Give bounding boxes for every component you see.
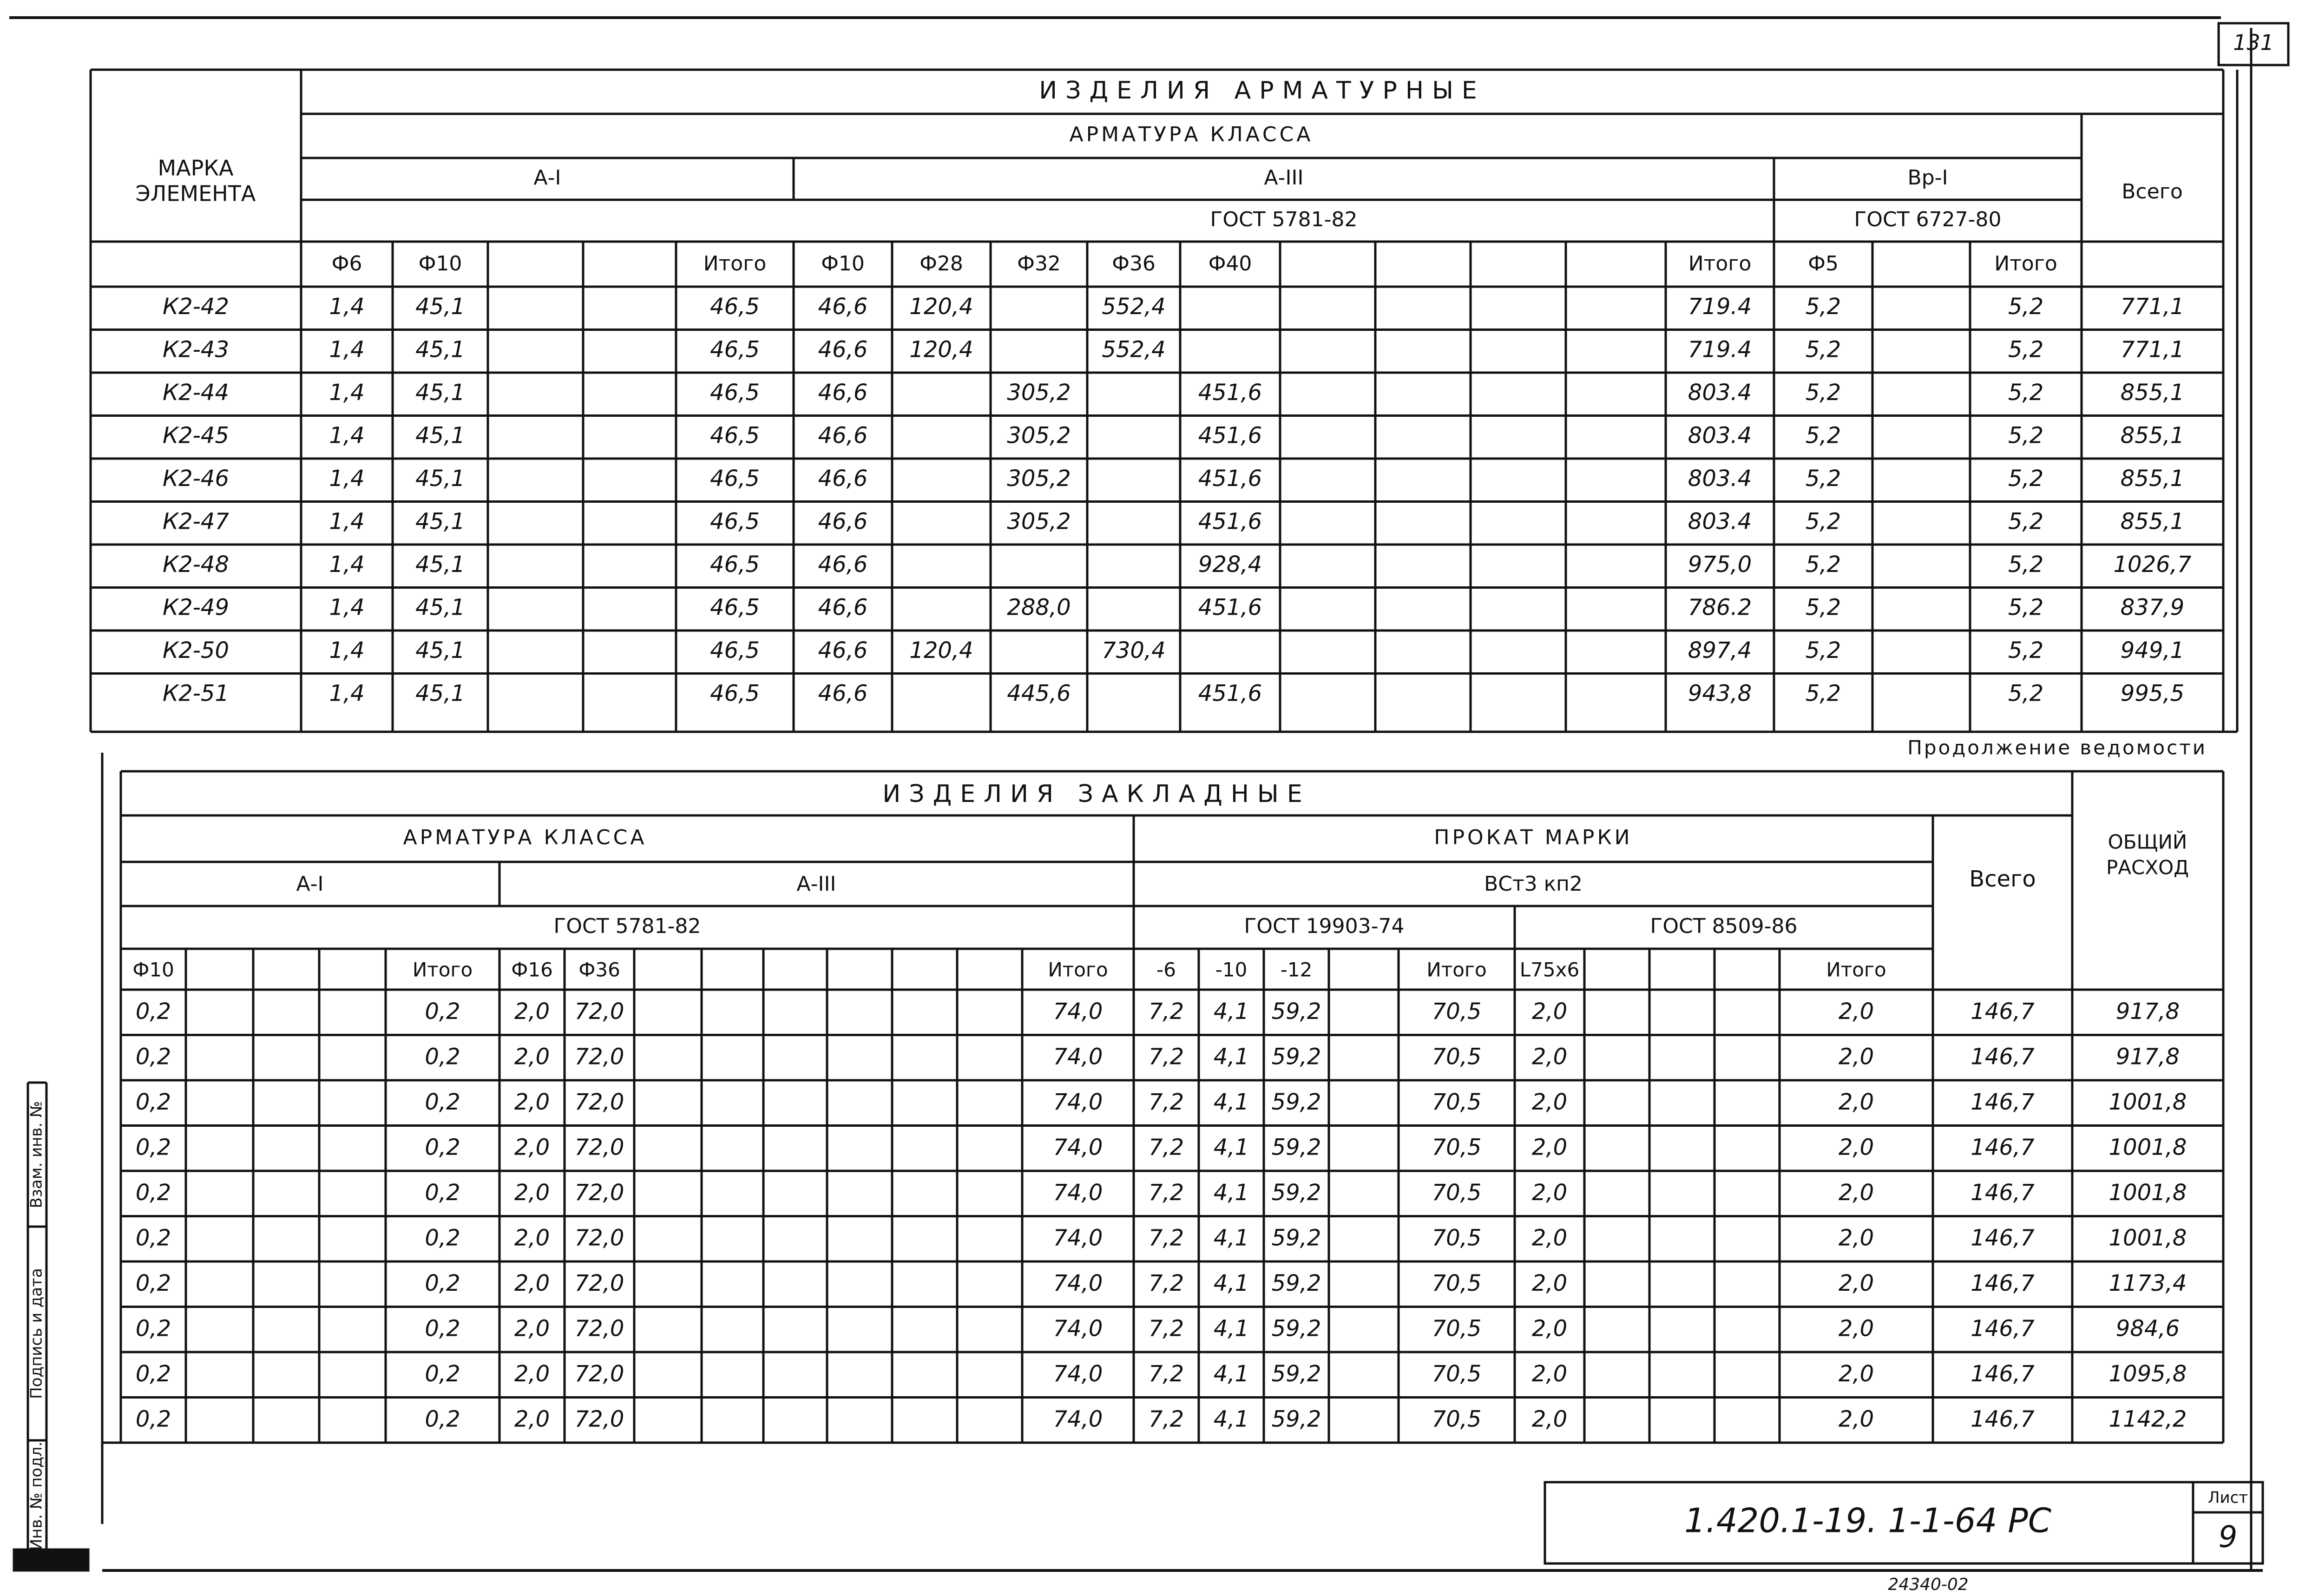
- top-row-cell: 46,5: [710, 294, 760, 320]
- top-row-cell: 5,2: [1805, 294, 1841, 320]
- top-col-header-0: Ф6: [331, 252, 362, 276]
- bottom-row-cell: 74,0: [1053, 1270, 1103, 1296]
- bottom-row-cell: 2,0: [1531, 1361, 1568, 1387]
- steel-grade: ВСт3 кп2: [1484, 872, 1583, 896]
- top-row-cell: 120,4: [909, 336, 973, 363]
- top-row-cell: 46,6: [818, 466, 868, 492]
- top-row-mark: К2-44: [162, 380, 230, 406]
- stamp-inv-podl: Инв. № подл.: [27, 1441, 46, 1551]
- top-row-cell: 5,2: [2008, 680, 2044, 707]
- top-row-cell: 1026,7: [2113, 552, 2192, 578]
- bottom-col-header-18: Итого: [1426, 958, 1487, 981]
- top-row-cell: 46,6: [818, 422, 868, 449]
- top-row-cell: 1,4: [329, 380, 365, 406]
- top-row-cell: 719.4: [1688, 294, 1752, 320]
- bottom-row-cell: 2,0: [514, 1225, 550, 1251]
- bottom-row-cell: 74,0: [1053, 1044, 1103, 1070]
- bottom-row-cell: 146,7: [1971, 1180, 2035, 1206]
- top-row-cell: 771,1: [2120, 294, 2185, 320]
- bottom-row-cell: 2,0: [1531, 1180, 1568, 1206]
- top-row-cell: 1,4: [329, 466, 365, 492]
- bottom-row-cell: 7,2: [1148, 1225, 1184, 1251]
- bottom-row-cell: 984,6: [2115, 1315, 2180, 1342]
- top-row-mark: К2-43: [162, 336, 230, 363]
- top-row-cell: 719.4: [1688, 336, 1752, 363]
- mark-header-line1: МАРКА: [158, 155, 234, 181]
- bottom-row-cell: 0,2: [425, 1270, 460, 1296]
- bottom-row-cell: 917,8: [2115, 998, 2180, 1025]
- top-row-mark: К2-47: [162, 508, 230, 535]
- bottom-row-cell: 1142,2: [2109, 1406, 2187, 1432]
- bottom-row-cell: 2,0: [1531, 1315, 1568, 1342]
- bottom-gost-a: ГОСТ 5781-82: [553, 914, 701, 938]
- bottom-col-header-19: L75x6: [1519, 958, 1580, 981]
- top-row-cell: 1,4: [329, 552, 365, 578]
- top-gost-a: ГОСТ 5781-82: [1210, 208, 1358, 231]
- bottom-row-cell: 72,0: [574, 998, 624, 1025]
- bottom-row-cell: 146,7: [1971, 1406, 2035, 1432]
- top-row-cell: 46,5: [710, 637, 760, 663]
- top-row-mark: К2-45: [162, 422, 230, 449]
- bottom-row-cell: 59,2: [1271, 1270, 1321, 1296]
- bottom-row-cell: 59,2: [1271, 1134, 1321, 1161]
- bottom-row-cell: 74,0: [1053, 1089, 1103, 1115]
- bottom-row-cell: 72,0: [574, 1180, 624, 1206]
- bottom-row-cell: 2,0: [514, 1270, 550, 1296]
- bottom-row-cell: 70,5: [1432, 1225, 1482, 1251]
- bottom-row-cell: 2,0: [514, 998, 550, 1025]
- bottom-row-cell: 74,0: [1053, 1225, 1103, 1251]
- top-row-cell: 451,6: [1198, 594, 1262, 621]
- top-row-cell: 46,6: [818, 380, 868, 406]
- top-row-cell: 305,2: [1007, 466, 1071, 492]
- bottom-row-cell: 2,0: [514, 1315, 550, 1342]
- bottom-row-cell: 70,5: [1432, 1270, 1482, 1296]
- bottom-row-cell: 70,5: [1432, 1361, 1482, 1387]
- top-row-cell: 46,6: [818, 637, 868, 663]
- bottom-row-cell: 0,2: [135, 1089, 171, 1115]
- top-row-cell: 445,6: [1007, 680, 1071, 707]
- top-row-cell: 5,2: [2008, 594, 2044, 621]
- top-row-cell: 45,1: [415, 508, 465, 535]
- bottom-row-cell: 1001,8: [2109, 1225, 2187, 1251]
- bottom-col-header-14: -6: [1156, 958, 1176, 981]
- top-row-cell: 1,4: [329, 294, 365, 320]
- bottom-row-cell: 59,2: [1271, 1225, 1321, 1251]
- top-row-cell: 1,4: [329, 422, 365, 449]
- bottom-row-cell: 2,0: [514, 1180, 550, 1206]
- top-row-cell: 451,6: [1198, 508, 1262, 535]
- bottom-row-cell: 1173,4: [2109, 1270, 2187, 1296]
- bottom-row-cell: 2,0: [1838, 1089, 1874, 1115]
- bottom-row-cell: 1001,8: [2109, 1180, 2187, 1206]
- top-table-title: ИЗДЕЛИЯ АРМАТУРНЫЕ: [1039, 77, 1485, 105]
- bottom-row-cell: 2,0: [1838, 1225, 1874, 1251]
- bottom-row-cell: 59,2: [1271, 1089, 1321, 1115]
- sheet-number: 9: [2218, 1520, 2238, 1555]
- bottom-row-cell: 2,0: [1838, 1180, 1874, 1206]
- top-row-cell: 1,4: [329, 508, 365, 535]
- bottom-row-cell: 74,0: [1053, 1361, 1103, 1387]
- top-row-cell: 46,6: [818, 336, 868, 363]
- top-row-cell: 46,6: [818, 594, 868, 621]
- top-row-cell: 1,4: [329, 637, 365, 663]
- top-row-cell: 995,5: [2120, 680, 2185, 707]
- gost-19903: ГОСТ 19903-74: [1244, 914, 1405, 938]
- top-row-cell: 5,2: [2008, 508, 2044, 535]
- footer-number: 24340-02: [1888, 1575, 1969, 1594]
- top-row-cell: 120,4: [909, 294, 973, 320]
- bottom-row-cell: 7,2: [1148, 1361, 1184, 1387]
- top-row-cell: 5,2: [1805, 594, 1841, 621]
- top-row-cell: 855,1: [2120, 380, 2185, 406]
- top-row-cell: 46,6: [818, 552, 868, 578]
- top-row-mark: К2-46: [162, 466, 230, 492]
- top-row-cell: 5,2: [2008, 422, 2044, 449]
- top-row-cell: 730,4: [1102, 637, 1166, 663]
- bottom-row-cell: 2,0: [1838, 1134, 1874, 1161]
- top-col-header-15: Ф5: [1808, 252, 1839, 276]
- top-row-cell: 803.4: [1688, 380, 1752, 406]
- bottom-row-cell: 74,0: [1053, 1406, 1103, 1432]
- gost-8509: ГОСТ 8509-86: [1650, 914, 1798, 938]
- bottom-row-cell: 0,2: [135, 1134, 171, 1161]
- top-gost-vr: ГОСТ 6727-80: [1854, 208, 2002, 231]
- bottom-row-cell: 72,0: [574, 1134, 624, 1161]
- bottom-row-cell: 74,0: [1053, 998, 1103, 1025]
- bottom-row-cell: 1001,8: [2109, 1134, 2187, 1161]
- top-row-cell: 5,2: [1805, 466, 1841, 492]
- top-row-cell: 5,2: [1805, 637, 1841, 663]
- stamp-vzam-inv: Взам. инв. №: [27, 1101, 46, 1208]
- bottom-row-cell: 70,5: [1432, 1315, 1482, 1342]
- bottom-row-cell: 4,1: [1213, 1270, 1249, 1296]
- bottom-row-cell: 2,0: [1531, 1089, 1568, 1115]
- top-total-header: Всего: [2122, 180, 2183, 204]
- bottom-row-cell: 0,2: [135, 1361, 171, 1387]
- top-row-cell: 305,2: [1007, 508, 1071, 535]
- bottom-row-cell: 70,5: [1432, 1406, 1482, 1432]
- bottom-row-cell: 2,0: [1531, 1225, 1568, 1251]
- bottom-group-a1: А-I: [296, 872, 324, 896]
- top-row-cell: 288,0: [1007, 594, 1071, 621]
- top-row-mark: К2-42: [162, 294, 230, 320]
- top-row-cell: 45,1: [415, 466, 465, 492]
- top-row-cell: 1,4: [329, 594, 365, 621]
- bottom-vsego-header: Всего: [1969, 866, 2036, 892]
- total-header-line2: РАСХОД: [2106, 856, 2189, 879]
- bottom-row-cell: 7,2: [1148, 1315, 1184, 1342]
- top-row-cell: 451,6: [1198, 680, 1262, 707]
- top-row-cell: 45,1: [415, 594, 465, 621]
- bottom-row-cell: 146,7: [1971, 1270, 2035, 1296]
- bottom-row-cell: 0,2: [425, 1315, 460, 1342]
- top-row-cell: 1,4: [329, 336, 365, 363]
- top-col-header-5: Ф10: [821, 252, 865, 276]
- top-row-cell: 928,4: [1198, 552, 1262, 578]
- bottom-row-cell: 72,0: [574, 1406, 624, 1432]
- top-row-cell: 46,6: [818, 294, 868, 320]
- bottom-row-cell: 72,0: [574, 1315, 624, 1342]
- bottom-row-cell: 0,2: [425, 1180, 460, 1206]
- bottom-row-cell: 0,2: [135, 1406, 171, 1432]
- top-row-cell: 45,1: [415, 422, 465, 449]
- bottom-row-cell: 59,2: [1271, 1406, 1321, 1432]
- bottom-group-a3: А-III: [796, 872, 836, 896]
- bottom-row-cell: 0,2: [425, 1089, 460, 1115]
- prokat-header: ПРОКАТ МАРКИ: [1434, 826, 1633, 849]
- top-col-header-1: Ф10: [418, 252, 462, 276]
- top-col-header-6: Ф28: [920, 252, 963, 276]
- bottom-row-cell: 0,2: [135, 998, 171, 1025]
- bottom-row-cell: 2,0: [1838, 1361, 1874, 1387]
- top-row-cell: 897,4: [1688, 637, 1752, 663]
- top-row-cell: 46,5: [710, 336, 760, 363]
- bottom-row-cell: 74,0: [1053, 1134, 1103, 1161]
- top-row-cell: 46,6: [818, 508, 868, 535]
- bottom-row-cell: 7,2: [1148, 1270, 1184, 1296]
- top-row-cell: 803.4: [1688, 466, 1752, 492]
- top-row-cell: 771,1: [2120, 336, 2185, 363]
- top-col-header-4: Итого: [703, 252, 767, 276]
- top-row-cell: 46,5: [710, 380, 760, 406]
- bottom-row-cell: 74,0: [1053, 1315, 1103, 1342]
- mark-header-line2: ЭЛЕМЕНТА: [135, 181, 256, 206]
- top-row-mark: К2-49: [162, 594, 230, 621]
- bottom-row-cell: 72,0: [574, 1044, 624, 1070]
- top-row-cell: 45,1: [415, 637, 465, 663]
- bottom-row-cell: 72,0: [574, 1089, 624, 1115]
- top-row-cell: 949,1: [2120, 637, 2185, 663]
- total-header-line1: ОБЩИЙ: [2108, 830, 2187, 854]
- top-row-cell: 46,5: [710, 508, 760, 535]
- top-row-cell: 5,2: [2008, 380, 2044, 406]
- bottom-row-cell: 0,2: [135, 1180, 171, 1206]
- bottom-row-cell: 2,0: [1531, 1406, 1568, 1432]
- bottom-row-cell: 0,2: [425, 1044, 460, 1070]
- top-row-cell: 46,5: [710, 594, 760, 621]
- top-row-cell: 45,1: [415, 680, 465, 707]
- top-row-cell: 975,0: [1688, 552, 1752, 578]
- bottom-row-cell: 146,7: [1971, 998, 2035, 1025]
- sheet-label: Лист: [2207, 1488, 2248, 1507]
- continuation-note: Продолжение ведомости: [1907, 736, 2207, 759]
- top-row-cell: 451,6: [1198, 466, 1262, 492]
- bottom-row-cell: 2,0: [514, 1406, 550, 1432]
- bottom-row-cell: 70,5: [1432, 998, 1482, 1025]
- top-row-cell: 46,5: [710, 422, 760, 449]
- top-row-cell: 786.2: [1688, 594, 1752, 621]
- bottom-row-cell: 4,1: [1213, 1089, 1249, 1115]
- top-row-cell: 451,6: [1198, 380, 1262, 406]
- bottom-row-cell: 4,1: [1213, 998, 1249, 1025]
- top-row-mark: К2-51: [162, 680, 230, 707]
- top-row-cell: 1,4: [329, 680, 365, 707]
- bottom-row-cell: 2,0: [1838, 1270, 1874, 1296]
- top-row-cell: 803.4: [1688, 508, 1752, 535]
- bottom-row-cell: 2,0: [514, 1134, 550, 1161]
- bottom-row-cell: 146,7: [1971, 1044, 2035, 1070]
- top-row-mark: К2-50: [162, 637, 230, 663]
- bottom-row-cell: 0,2: [135, 1225, 171, 1251]
- bottom-row-cell: 146,7: [1971, 1089, 2035, 1115]
- bottom-row-cell: 70,5: [1432, 1089, 1482, 1115]
- bottom-col-header-13: Итого: [1048, 958, 1108, 981]
- bottom-row-cell: 0,2: [425, 1361, 460, 1387]
- drawing-code: 1.420.1-19. 1-1-64 РС: [1684, 1501, 2051, 1540]
- bottom-row-cell: 72,0: [574, 1361, 624, 1387]
- bottom-row-cell: 2,0: [1531, 1044, 1568, 1070]
- bottom-row-cell: 72,0: [574, 1225, 624, 1251]
- bottom-row-cell: 4,1: [1213, 1225, 1249, 1251]
- drawing-text-layer: [27, 30, 2274, 1595]
- black-corner-block: [14, 1550, 88, 1570]
- bottom-row-cell: 0,2: [135, 1044, 171, 1070]
- bottom-row-cell: 1095,8: [2109, 1361, 2187, 1387]
- top-row-cell: 45,1: [415, 294, 465, 320]
- bottom-row-cell: 59,2: [1271, 998, 1321, 1025]
- bottom-row-cell: 72,0: [574, 1270, 624, 1296]
- bottom-row-cell: 0,2: [135, 1315, 171, 1342]
- top-col-header-14: Итого: [1688, 252, 1752, 276]
- top-row-cell: 45,1: [415, 336, 465, 363]
- bottom-col-header-4: Итого: [412, 958, 473, 981]
- stamp-signature-date: Подпись и дата: [27, 1268, 46, 1399]
- bottom-col-header-6: Ф36: [578, 958, 620, 981]
- top-group-a1: А-I: [533, 166, 561, 190]
- top-row-cell: 5,2: [2008, 637, 2044, 663]
- top-row-cell: 45,1: [415, 552, 465, 578]
- top-row-cell: 5,2: [2008, 336, 2044, 363]
- bottom-row-cell: 59,2: [1271, 1361, 1321, 1387]
- top-row-cell: 451,6: [1198, 422, 1262, 449]
- bottom-row-cell: 7,2: [1148, 1044, 1184, 1070]
- top-row-cell: 5,2: [1805, 336, 1841, 363]
- top-group-vr1: Вр-I: [1907, 166, 1948, 190]
- top-row-cell: 5,2: [2008, 294, 2044, 320]
- bottom-row-cell: 146,7: [1971, 1315, 2035, 1342]
- top-class-header: АРМАТУРА КЛАССА: [1069, 123, 1314, 146]
- bottom-row-cell: 917,8: [2115, 1044, 2180, 1070]
- top-col-header-7: Ф32: [1017, 252, 1061, 276]
- bottom-row-cell: 2,0: [1531, 998, 1568, 1025]
- top-row-cell: 5,2: [1805, 508, 1841, 535]
- bottom-row-cell: 2,0: [514, 1089, 550, 1115]
- bottom-col-header-5: Ф16: [511, 958, 553, 981]
- top-row-cell: 552,4: [1102, 336, 1166, 363]
- bottom-row-cell: 74,0: [1053, 1180, 1103, 1206]
- bottom-row-cell: 4,1: [1213, 1134, 1249, 1161]
- top-group-a3: А-III: [1264, 166, 1304, 190]
- top-col-header-8: Ф36: [1112, 252, 1156, 276]
- bottom-row-cell: 7,2: [1148, 1134, 1184, 1161]
- bottom-row-cell: 1001,8: [2109, 1089, 2187, 1115]
- bottom-row-cell: 4,1: [1213, 1406, 1249, 1432]
- top-row-cell: 305,2: [1007, 422, 1071, 449]
- top-row-cell: 46,5: [710, 466, 760, 492]
- top-row-cell: 855,1: [2120, 508, 2185, 535]
- top-row-cell: 803.4: [1688, 422, 1752, 449]
- bottom-row-cell: 7,2: [1148, 1089, 1184, 1115]
- bottom-row-cell: 59,2: [1271, 1044, 1321, 1070]
- bottom-row-cell: 70,5: [1432, 1134, 1482, 1161]
- top-row-cell: 5,2: [1805, 680, 1841, 707]
- bottom-col-header-15: -10: [1215, 958, 1248, 981]
- bottom-row-cell: 0,2: [135, 1270, 171, 1296]
- bottom-row-cell: 0,2: [425, 1406, 460, 1432]
- corner-number: 131: [2233, 30, 2274, 55]
- bottom-row-cell: 2,0: [1531, 1134, 1568, 1161]
- bottom-col-header-0: Ф10: [132, 958, 174, 981]
- top-row-cell: 305,2: [1007, 380, 1071, 406]
- top-row-cell: 837,9: [2120, 594, 2185, 621]
- top-row-cell: 552,4: [1102, 294, 1166, 320]
- top-row-cell: 46,5: [710, 680, 760, 707]
- bottom-row-cell: 2,0: [1531, 1270, 1568, 1296]
- bottom-row-cell: 4,1: [1213, 1180, 1249, 1206]
- bottom-row-cell: 59,2: [1271, 1180, 1321, 1206]
- bottom-row-cell: 2,0: [1838, 1315, 1874, 1342]
- bottom-row-cell: 4,1: [1213, 1315, 1249, 1342]
- bottom-class-header: АРМАТУРА КЛАССА: [403, 826, 647, 849]
- top-row-cell: 120,4: [909, 637, 973, 663]
- bottom-row-cell: 2,0: [1838, 1406, 1874, 1432]
- bottom-row-cell: 4,1: [1213, 1044, 1249, 1070]
- top-col-header-9: Ф40: [1208, 252, 1252, 276]
- top-row-cell: 855,1: [2120, 422, 2185, 449]
- bottom-row-cell: 59,2: [1271, 1315, 1321, 1342]
- bottom-row-cell: 2,0: [1838, 998, 1874, 1025]
- bottom-row-cell: 2,0: [514, 1044, 550, 1070]
- top-row-cell: 5,2: [1805, 380, 1841, 406]
- top-row-cell: 943,8: [1688, 680, 1752, 707]
- bottom-row-cell: 7,2: [1148, 1406, 1184, 1432]
- top-row-cell: 46,5: [710, 552, 760, 578]
- bottom-col-header-23: Итого: [1826, 958, 1886, 981]
- bottom-row-cell: 0,2: [425, 1225, 460, 1251]
- bottom-row-cell: 7,2: [1148, 1180, 1184, 1206]
- bottom-row-cell: 146,7: [1971, 1225, 2035, 1251]
- top-row-cell: 5,2: [2008, 466, 2044, 492]
- bottom-row-cell: 4,1: [1213, 1361, 1249, 1387]
- bottom-row-cell: 70,5: [1432, 1180, 1482, 1206]
- top-row-cell: 5,2: [2008, 552, 2044, 578]
- bottom-row-cell: 146,7: [1971, 1134, 2035, 1161]
- top-row-mark: К2-48: [162, 552, 230, 578]
- top-row-cell: 5,2: [1805, 422, 1841, 449]
- top-col-header-17: Итого: [1994, 252, 2057, 276]
- top-row-cell: 45,1: [415, 380, 465, 406]
- top-row-cell: 46,6: [818, 680, 868, 707]
- top-row-cell: 855,1: [2120, 466, 2185, 492]
- bottom-row-cell: 146,7: [1971, 1361, 2035, 1387]
- bottom-table-title: ИЗДЕЛИЯ ЗАКЛАДНЫЕ: [882, 780, 1311, 808]
- bottom-row-cell: 70,5: [1432, 1044, 1482, 1070]
- top-row-cell: 5,2: [1805, 552, 1841, 578]
- bottom-col-header-16: -12: [1280, 958, 1313, 981]
- bottom-row-cell: 7,2: [1148, 998, 1184, 1025]
- bottom-row-cell: 2,0: [514, 1361, 550, 1387]
- bottom-row-cell: 0,2: [425, 998, 460, 1025]
- bottom-row-cell: 2,0: [1838, 1044, 1874, 1070]
- bottom-row-cell: 0,2: [425, 1134, 460, 1161]
